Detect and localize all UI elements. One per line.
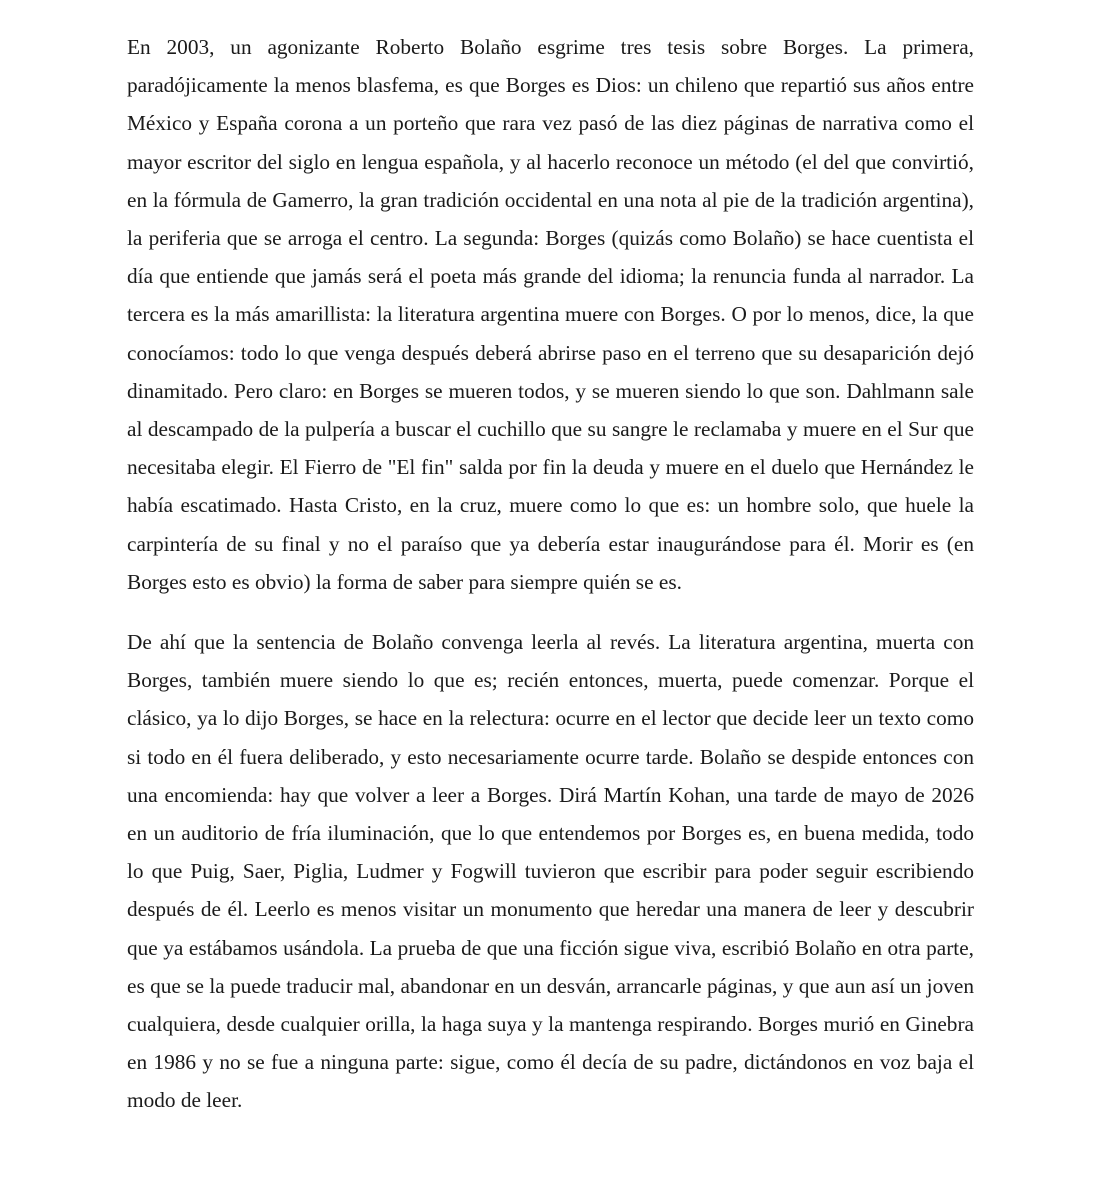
paragraph-1: En 2003, un agonizante Roberto Bolaño esgrime tres tesis sobre Borges. La primera, paradójicamente la menos blasfema, es que Borges es Dios: un chileno que repartió sus años entre México y España corona a un porteño que rara vez pasó de las diez páginas de narrativa como el mayor escritor del siglo en lengua española, y al hacerlo reconoce un método (el del que convirtió, en la fórmula de Gamerro, la gran tradición occidental en una nota al pie de la tradición argentina), la periferia que se arroga el centro. La segunda: Borges (quizás como Bolaño) se hace cuentista el día que entiende que jamás será el poeta más grande del idioma; la renuncia funda al narrador. La tercera es la más amarillista: la literatura argentina muere con Borges. O por lo menos, dice, la que conocíamos: todo lo que venga después deberá abrirse paso en el terreno que su desaparición dejó dinamitado. Pero claro: en Borges se mueren todos, y se mueren siendo lo que son. Dahlmann sale al descampado de la pulpería a buscar el cuchillo que su sangre le reclamaba y muere en el Sur que necesitaba elegir. El Fierro de "El fin" salda por fin la deuda y muere en el duelo que Hernández le había escatimado. Hasta Cristo, en la cruz, muere como lo que es: un hombre solo, que huele la carpintería de su final y no el paraíso que ya debería estar inaugurándose para él. Morir es (en Borges esto es obvio) la forma de saber para siempre quién se es. xyxy=(127,35,974,594)
paragraph-2: De ahí que la sentencia de Bolaño convenga leerla al revés. La literatura argentina, muerta con Borges, también muere siendo lo que es; recién entonces, muerta, puede comenzar. Porque el clásico, ya lo dijo Borges, se hace en la relectura: ocurre en el lector que decide leer un texto como si todo en él fuera deliberado, y esto necesariamente ocurre tarde. Bolaño se despide entonces con una encomienda: hay que volver a leer a Borges. Dirá Martín Kohan, una tarde de mayo de 2026 en un auditorio de fría iluminación, que lo que entendemos por Borges es, en buena medida, todo lo que Puig, Saer, Piglia, Ludmer y Fogwill tuvieron que escribir para poder seguir escribiendo después de él. Leerlo es menos visitar un monumento que heredar una manera de leer y descubrir que ya estábamos usándola. La prueba de que una ficción sigue viva, escribió Bolaño en otra parte, es que se la puede traducir mal, abandonar en un desván, arrancarle páginas, y que aun así un joven cualquiera, desde cualquier orilla, la haga suya y la mantenga respirando. Borges murió en Ginebra en 1986 y no se fue a ninguna parte: sigue, como él decía de su padre, dictándonos en voz baja el modo de leer. xyxy=(127,630,974,1113)
document-body xyxy=(127,28,974,1120)
